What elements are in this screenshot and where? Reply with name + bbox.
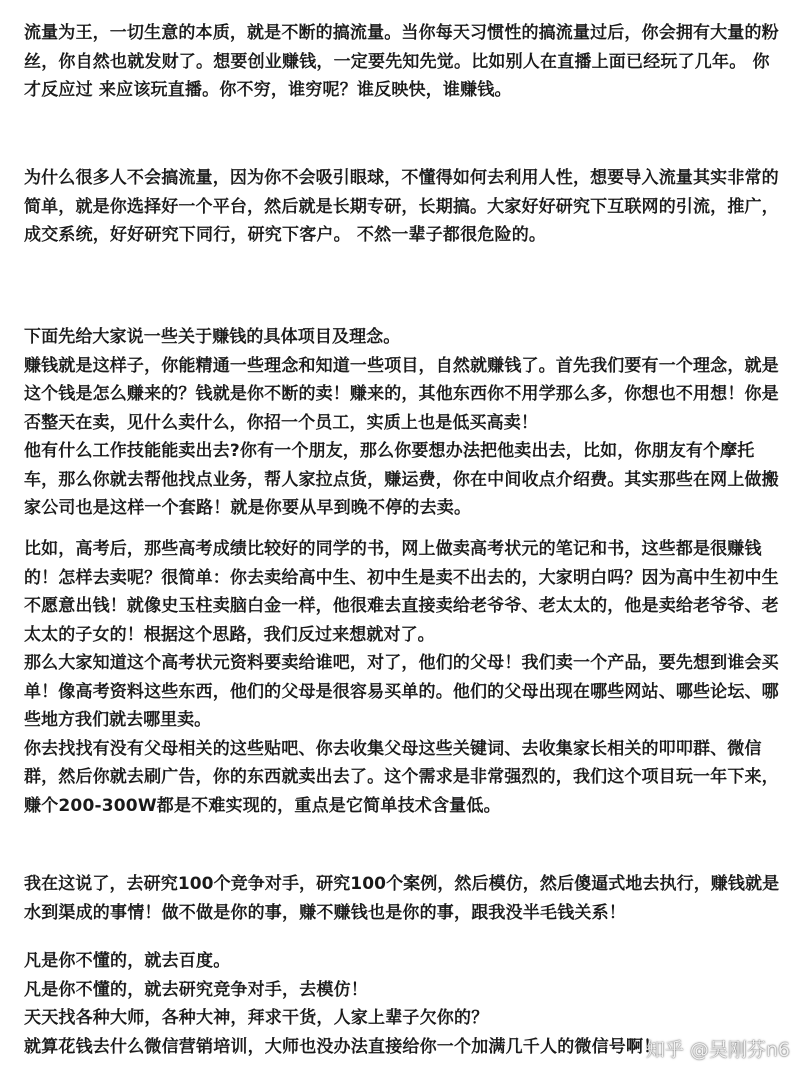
text-line: 比如，高考后，那些高考成绩比较好的同学的书，网上做卖高考状元的笔记和书，这些都是很赚钱 xyxy=(24,539,762,559)
text-line: 为什么很多人不会搞流量，因为你不会吸引眼球，不懂得如何去利用人性，想要导入流量其实非常的 xyxy=(24,168,779,188)
paragraph-5 xyxy=(24,870,779,927)
text-line: 车，那么你就去帮他找点业务，帮人家拉点货，赚运费，你在中间收点介绍费。其实那些在网上做搬 xyxy=(24,469,779,490)
text-line: 天天找各种大师，各种大神，拜求干货，人家上辈子欠你的？ xyxy=(24,1008,489,1028)
zhihu-watermark: 知乎 @吴刚芬n6 xyxy=(645,1039,790,1061)
paragraph-3 xyxy=(24,323,779,523)
text-line: 简单，就是你选择好一个平台，然后就是长期专研，长期搞。大家好好研究下互联网的引流，推广， xyxy=(24,196,779,217)
paragraph-1 xyxy=(24,19,779,105)
text-line: 否整天在卖，见什么卖什么，你招一个员工，实质上也是低买高卖！ xyxy=(24,412,538,433)
text-line: 水到渠成的事情！做不做是你的事，赚不赚钱也是你的事，跟我没半毛钱关系！ xyxy=(24,902,626,923)
text-line: 凡是你不懂的，就去研究竞争对手，去模仿！ xyxy=(24,979,368,1000)
text-line: 下面先给大家说一些关于赚钱的具体项目及理念。 xyxy=(24,327,401,347)
text-line: 群，然后你就去刷广告，你的东西就卖出去了。这个需求是非常强烈的，我们这个项目玩一年下来， xyxy=(24,767,779,787)
text-line: 凡是你不懂的，就去百度。 xyxy=(24,951,231,971)
text-line: 你去找找有没有父母相关的这些贴吧、你去收集父母这些关键词、去收集家长相关的叩叩群、微信 xyxy=(24,738,762,759)
text-line: 单！像高考资料这些东西，他们的父母是很容易买单的。他们的父母出现在哪些网站、哪些论坛、哪 xyxy=(24,681,779,702)
text-line: 不愿意出钱！就像史玉柱卖脑白金一样，他很难去直接卖给老爷爷、老太太的，他是卖给老爷爷、老 xyxy=(24,596,779,616)
text-line: 些地方我们就去哪里卖。 xyxy=(24,710,212,730)
text-line: 的！怎样去卖呢？很简单：你去卖给高中生、初中生是卖不出去的，大家明白吗？因为高中生初中生 xyxy=(24,567,779,588)
text-line: 那么大家知道这个高考状元资料要卖给谁吧，对了，他们的父母！我们卖一个产品，要先想到谁会买 xyxy=(24,653,779,673)
text-line: 流量为王，一切生意的本质，就是不断的搞流量。当你每天习惯性的搞流量过后，你会拥有大量的粉 xyxy=(24,23,779,43)
text-line: 就算花钱去什么微信营销培训，大师也没办法直接给你一个加满几千人的微信号啊！ xyxy=(24,1036,661,1057)
text-line: 才反应过 来应该玩直播。你不穷，谁穷呢？谁反映快，谁赚钱。 xyxy=(24,80,512,100)
text-line: 我在这说了，去研究100个竞争对手，研究100个案例，然后模仿，然后傻逼式地去执行，赚钱就是 xyxy=(24,874,780,894)
text-line: 太太的子女的！根据这个思路，我们反过来想就对了。 xyxy=(24,624,435,645)
text-line: 家公司也是这样一个套路！就是你要从早到晚不停的去卖。 xyxy=(24,498,472,518)
text-line: 赚钱就是这样子，你能精通一些理念和知道一些项目，自然就赚钱了。首先我们要有一个理念，就是 xyxy=(24,355,779,376)
text-line: 成交系统，好好研究下同行，研究下客户。 不然一辈子都很危险的。 xyxy=(24,225,547,245)
text-line: 他有什么工作技能能卖出去?你有一个朋友，那么你要想办法把他卖出去，比如，你朋友有个摩托 xyxy=(24,441,755,461)
text-line: 赚个200-300W都是不难实现的，重点是它简单技术含量低。 xyxy=(24,795,501,816)
paragraph-6 xyxy=(24,947,660,1061)
text-line: 丝，你自然也就发财了。想要创业赚钱，一定要先知先觉。比如别人在直播上面已经玩了几年。 你 xyxy=(24,51,770,72)
text-line: 这个钱是怎么赚来的？钱就是你不断的卖！赚来的，其他东西你不用学那么多，你想也不用想！你是 xyxy=(24,384,779,404)
paragraph-4 xyxy=(24,535,779,820)
paragraph-2 xyxy=(24,164,779,250)
